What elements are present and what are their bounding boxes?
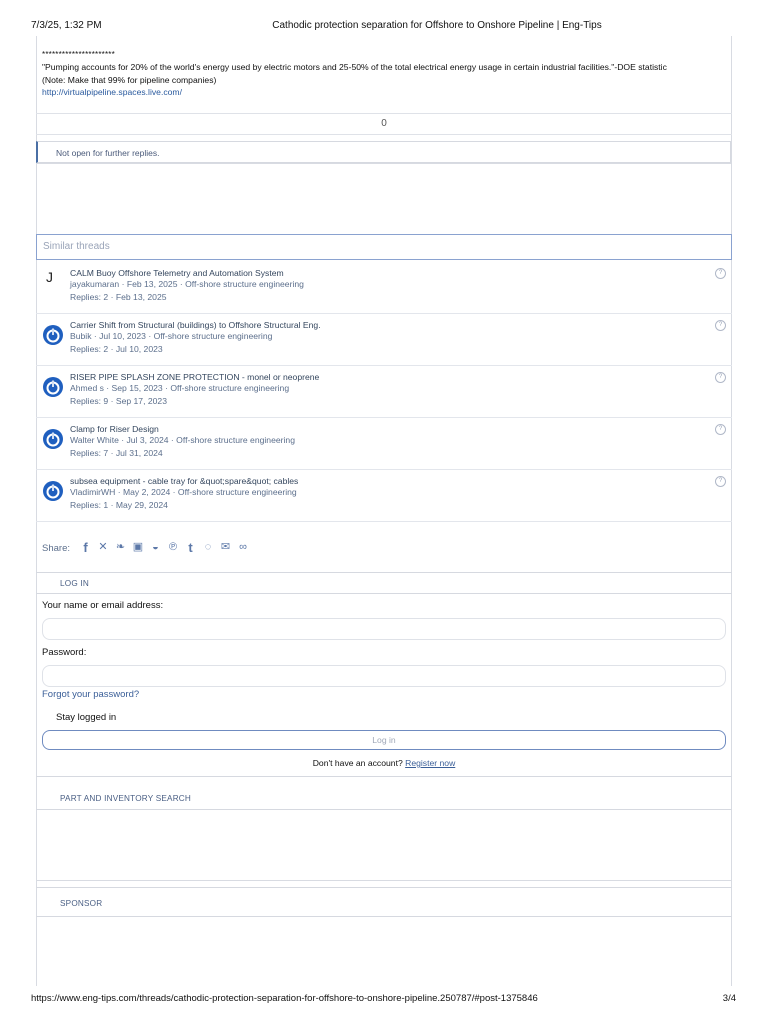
power-icon[interactable] bbox=[42, 376, 64, 398]
thread-title[interactable]: RISER PIPE SPLASH ZONE PROTECTION - monel or neoprene bbox=[70, 372, 320, 382]
thread-replies: Replies: 2 · Feb 13, 2025 bbox=[70, 292, 167, 302]
similar-threads-heading bbox=[36, 234, 732, 260]
bluesky-icon[interactable]: ❧ bbox=[115, 541, 126, 553]
question-mark-icon[interactable]: ? bbox=[715, 476, 726, 487]
reddit-icon[interactable]: ◒ bbox=[152, 541, 159, 553]
share-label: Share: bbox=[42, 543, 70, 554]
thread-title[interactable]: Clamp for Riser Design bbox=[70, 424, 159, 434]
register-prompt bbox=[36, 758, 732, 768]
part-search-header bbox=[36, 776, 732, 810]
username-input[interactable] bbox=[42, 618, 726, 640]
print-url: https://www.eng-tips.com/threads/cathodic-protection-separation-for-offshore-to-onshore-pipeline.250787/#post-1375846 bbox=[31, 993, 538, 1004]
login-header-text: LOG IN bbox=[60, 579, 89, 588]
sponsor-header-text: SPONSOR bbox=[60, 899, 103, 908]
sponsor-header bbox=[36, 887, 732, 917]
reaction-count[interactable] bbox=[36, 113, 732, 135]
login-button[interactable]: Log in bbox=[42, 730, 726, 750]
thread-meta: Walter White · Jul 3, 2024 · Off-shore structure engineering bbox=[70, 435, 295, 445]
link-icon[interactable]: ∞ bbox=[239, 541, 247, 553]
thread-replies: Replies: 9 · Sep 17, 2023 bbox=[70, 396, 167, 406]
notice-text: Not open for further replies. bbox=[56, 148, 160, 158]
similar-thread-item[interactable] bbox=[36, 470, 732, 522]
print-page-number: 3/4 bbox=[722, 993, 736, 1004]
signature-link[interactable]: http://virtualpipeline.spaces.live.com/ bbox=[42, 87, 182, 98]
forgot-password-link[interactable]: Forgot your password? bbox=[42, 689, 140, 700]
question-mark-icon[interactable]: ? bbox=[715, 268, 726, 279]
no-account-text: Don't have an account? bbox=[312, 758, 403, 768]
x-icon[interactable]: ✕ bbox=[98, 541, 108, 553]
print-title: Cathodic protection separation for Offshore to Onshore Pipeline | Eng-Tips bbox=[272, 20, 602, 31]
signature-note: (Note: Make that 99% for pipeline companies) bbox=[42, 74, 217, 85]
signature-stars: ********************** bbox=[42, 50, 115, 59]
similar-threads-list bbox=[36, 262, 732, 522]
stay-logged-in-checkbox[interactable]: Stay logged in bbox=[56, 712, 117, 723]
password-label: Password: bbox=[42, 647, 87, 658]
whatsapp-icon[interactable]: ◌ bbox=[204, 541, 212, 553]
reaction-count-value: 0 bbox=[381, 118, 387, 129]
thread-title[interactable]: Carrier Shift from Structural (buildings) to Offshore Structural Eng. bbox=[70, 320, 321, 330]
notice-gap-divider bbox=[36, 163, 732, 164]
thread-meta: Ahmed s · Sep 15, 2023 · Off-shore structure engineering bbox=[70, 383, 290, 393]
post-signature bbox=[42, 49, 732, 99]
part-search-header-text: PART AND INVENTORY SEARCH bbox=[60, 794, 192, 803]
share-bar bbox=[36, 538, 732, 562]
similar-thread-item[interactable] bbox=[36, 314, 732, 366]
closed-thread-notice bbox=[36, 141, 731, 163]
part-search-bottom-divider bbox=[36, 880, 732, 881]
question-mark-icon[interactable]: ? bbox=[715, 424, 726, 435]
register-link[interactable]: Register now bbox=[405, 758, 456, 768]
username-label: Your name or email address: bbox=[42, 600, 164, 611]
print-footer bbox=[0, 992, 768, 1016]
similar-threads-title: Similar threads bbox=[43, 241, 110, 252]
password-input[interactable] bbox=[42, 665, 726, 687]
question-mark-icon[interactable]: ? bbox=[715, 372, 726, 383]
thread-meta: Bubik · Jul 10, 2023 · Off-shore structure engineering bbox=[70, 331, 273, 341]
avatar[interactable]: J bbox=[46, 269, 53, 285]
power-icon[interactable] bbox=[42, 428, 64, 450]
login-section-header bbox=[36, 572, 732, 594]
print-header bbox=[0, 0, 768, 36]
linkedin-icon[interactable]: ▣ bbox=[132, 541, 144, 553]
email-icon[interactable]: ✉ bbox=[220, 541, 231, 553]
similar-thread-item[interactable] bbox=[36, 366, 732, 418]
question-mark-icon[interactable]: ? bbox=[715, 320, 726, 331]
thread-title[interactable]: subsea equipment - cable tray for &quot;spare&quot; cables bbox=[70, 476, 299, 486]
facebook-icon[interactable]: f bbox=[83, 540, 88, 555]
print-date: 7/3/25, 1:32 PM bbox=[31, 20, 102, 31]
similar-thread-item[interactable] bbox=[36, 262, 732, 314]
thread-replies: Replies: 1 · May 29, 2024 bbox=[70, 500, 168, 510]
thread-title[interactable]: CALM Buoy Offshore Telemetry and Automation System bbox=[70, 268, 284, 278]
pinterest-icon[interactable]: ℗ bbox=[168, 541, 178, 553]
thread-meta: jayakumaran · Feb 13, 2025 · Off-shore structure engineering bbox=[70, 279, 304, 289]
power-icon[interactable] bbox=[42, 324, 64, 346]
signature-quote: "Pumping accounts for 20% of the world's energy used by electric motors and 25-50% of the total electrical energy usage in certain industrial facilities."-DOE statistic bbox=[42, 62, 667, 73]
power-icon[interactable] bbox=[42, 480, 64, 502]
tumblr-icon[interactable]: t bbox=[188, 540, 193, 555]
thread-meta: VladimirWH · May 2, 2024 · Off-shore structure engineering bbox=[70, 487, 297, 497]
similar-thread-item[interactable] bbox=[36, 418, 732, 470]
thread-replies: Replies: 2 · Jul 10, 2023 bbox=[70, 344, 163, 354]
thread-replies: Replies: 7 · Jul 31, 2024 bbox=[70, 448, 163, 458]
